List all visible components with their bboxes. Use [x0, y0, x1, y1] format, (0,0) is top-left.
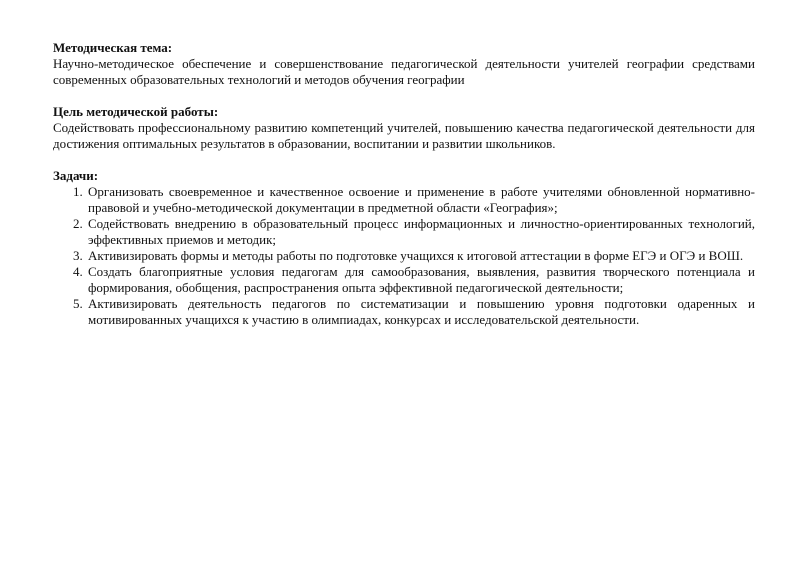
task-item [53, 264, 755, 296]
task-text: Активизировать деятельность педагогов по систематизации и повышению уровня подготовки одаренных и мотивированных учащихся к участию в олимпиадах, конкурсах и исследовательской деятельности. [88, 296, 755, 327]
task-text: Организовать своевременное и качественное освоение и применение в работе учителями обновленной нормативно-правовой и учебно-методической документации в предметной области «География»; [88, 184, 755, 215]
task-item [53, 216, 755, 248]
tasks-list [53, 184, 755, 328]
task-number: 1. [73, 184, 83, 199]
goal-heading: Цель методической работы: [53, 104, 219, 119]
task-text: Создать благоприятные условия педагогам для самообразования, выявления, развития творческого потенциала и формирования, обобщения, распространения опыта эффективной педагогической деятельности; [88, 264, 755, 295]
task-number: 3. [73, 248, 83, 263]
task-number: 2. [73, 216, 83, 231]
tasks-heading: Задачи: [53, 168, 99, 183]
task-item [53, 296, 755, 328]
task-number: 5. [73, 296, 83, 311]
task-item [53, 184, 755, 216]
topic-section [53, 40, 755, 88]
task-number: 4. [73, 264, 83, 279]
topic-text: Научно-методическое обеспечение и совершенствование педагогической деятельности учителей географии средствами современных образовательных технологий и методов обучения географии [53, 56, 755, 87]
tasks-section [53, 168, 755, 328]
task-item [53, 248, 755, 264]
task-text: Активизировать формы и методы работы по подготовке учащихся к итоговой аттестации в форме ЕГЭ и ОГЭ и ВОШ. [88, 248, 744, 263]
task-text: Содействовать внедрению в образовательный процесс информационных и личностно-ориентированных технологий, эффективных приемов и методик; [88, 216, 755, 247]
goal-text: Содействовать профессиональному развитию компетенций учителей, повышению качества педагогической деятельности для достижения оптимальных результатов в образовании, воспитании и развитии школьников. [53, 120, 755, 151]
goal-section [53, 104, 755, 152]
document-page [53, 40, 755, 344]
topic-heading: Методическая тема: [53, 40, 173, 55]
